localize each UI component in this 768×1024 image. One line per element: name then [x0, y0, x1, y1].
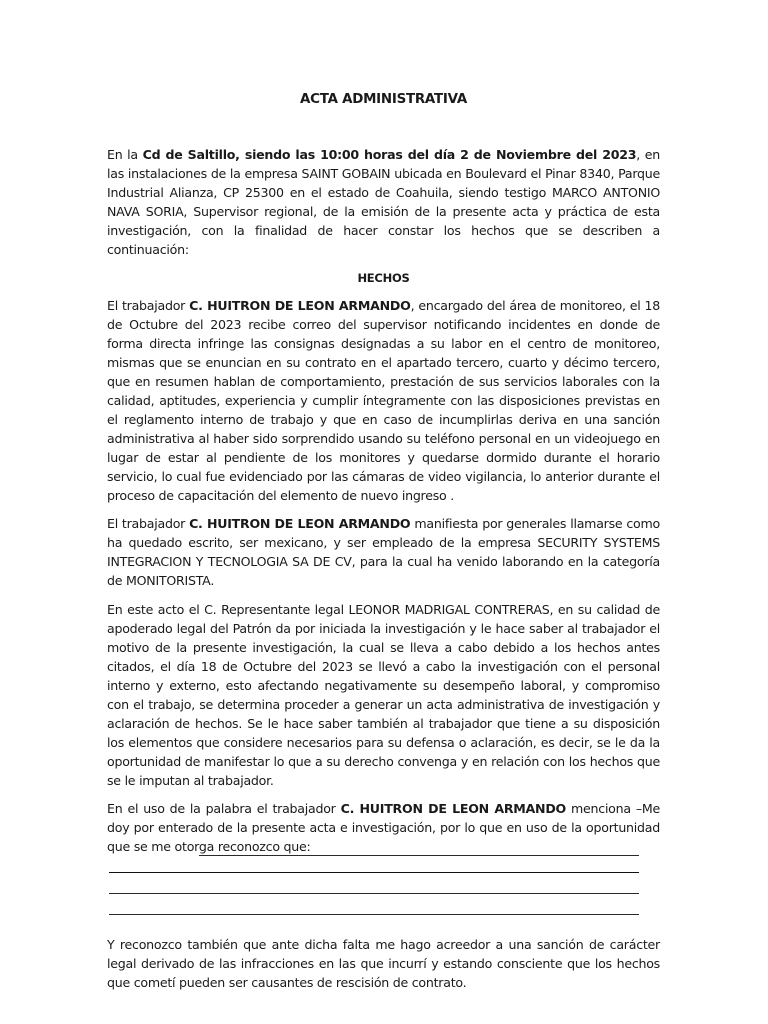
- facts-paragraph-1: [107, 296, 660, 505]
- intro-text-2: , en las instalaciones de la empresa SAINT GOBAIN ubicada en Boulevard el Pinar 8340, Parque Industrial Alianza, CP 25300 en el estado de Coahuila, siendo testigo MARCO ANTONIO NAVA SORIA, Supervisor regional, de la emisión de la presente acta y práctica de esta investigación, con la finalidad de hacer constar los hechos que se describen a continuación:: [107, 147, 660, 257]
- document-title: ACTA ADMINISTRATIVA: [300, 92, 467, 107]
- statement-blank-lines: [107, 872, 660, 915]
- facts-2-worker-name: C. HUITRON DE LEON ARMANDO: [189, 516, 411, 531]
- facts-paragraph-2: [107, 514, 660, 590]
- intro-bold-place-date: Cd de Saltillo, siendo las 10:00 horas del día 2 de Noviembre del 2023: [142, 147, 637, 162]
- blank-line[interactable]: [109, 914, 639, 915]
- intro-paragraph: [107, 145, 660, 259]
- blank-line[interactable]: [109, 872, 639, 873]
- statement-text-2: menciona –Me doy por enterado de la presente acta e investigación, por lo que en uso de la oportunidad que se me otorga reconozco que:: [107, 801, 661, 854]
- facts-2-text-2: manifiesta por generales llamarse como ha quedado escrito, ser mexicano, y ser empleado de la empresa SECURITY SYSTEMS INTEGRACION Y TECNOLOGIA SA DE CV, para la cual ha venido laborando en la categoría de MONITORISTA.: [107, 516, 660, 588]
- statement-text-1: En el uso de la palabra el trabajador: [107, 801, 341, 816]
- intro-text-1: En la: [107, 147, 143, 162]
- facts-2-text-1: El trabajador: [107, 516, 190, 531]
- document-body: [107, 90, 660, 1002]
- facts-1-text-2: , encargado del área de monitoreo, el 18 de Octubre del 2023 recibe correo del supervisor notificando incidentes en donde de forma directa infringe las consignas designadas a su labor en el centro de monitoreo, mismas que se enuncian en su contrato en el apartado tercero, cuarto y décimo tercero, que en resumen hablan de comportamiento, prestación de sus servicios laborales con la calidad, aptitudes, experiencia y cumplir íntegramente con las disposiciones previstas en el reglamento interno de trabajo y que en caso de incumplirlas deriva en una sanción administrativa al haber sido sorprendido usando su teléfono personal en un videojuego en lugar de estar al pendiente de los monitores y quedarse dormido durante el horario servicio, lo cual fue evidenciado por las cámaras de video vigilancia, lo anterior durante el proceso de capacitación del elemento de nuevo ingreso .: [107, 297, 661, 503]
- statement-worker-name: C. HUITRON DE LEON ARMANDO: [340, 801, 567, 816]
- statement-paragraph: [107, 799, 660, 856]
- acknowledgement-paragraph: Y reconozco también que ante dicha falta me hago acreedor a una sanción de carácter legal derivado de las infracciones en las que incurrí y estando consciente que los hechos que cometí pueden ser causantes de rescisión de contrato.: [107, 937, 660, 990]
- statement-inline-blank-line[interactable]: [199, 855, 639, 856]
- facts-1-worker-name: C. HUITRON DE LEON ARMANDO: [189, 297, 411, 313]
- investigation-paragraph: En este acto el C. Representante legal LEONOR MADRIGAL CONTRERAS, en su calidad de apoderado legal del Patrón da por iniciada la investigación y le hace saber al trabajador el motivo de la presente investigación, la cual se lleva a cabo debido a los hechos antes citados, el día 18 de Octubre del 2023 se llevó a cabo la investigación con el personal interno y externo, esto afectando negativamente su desempeño laboral, y compromiso con el trabajo, se determina proceder a generar un acta administrativa de investigación y aclaración de hechos. Se le hace saber también al trabajador que tiene a su disposición los elementos que considere necesarios para su defensa o aclaración, es decir, se le da la oportunidad de manifestar lo que a su derecho convenga y en relación con los hechos que se le imputan al trabajador.: [107, 601, 660, 788]
- hechos-heading: HECHOS: [357, 270, 410, 285]
- facts-1-text-1: El trabajador: [107, 297, 190, 313]
- blank-line[interactable]: [109, 893, 639, 894]
